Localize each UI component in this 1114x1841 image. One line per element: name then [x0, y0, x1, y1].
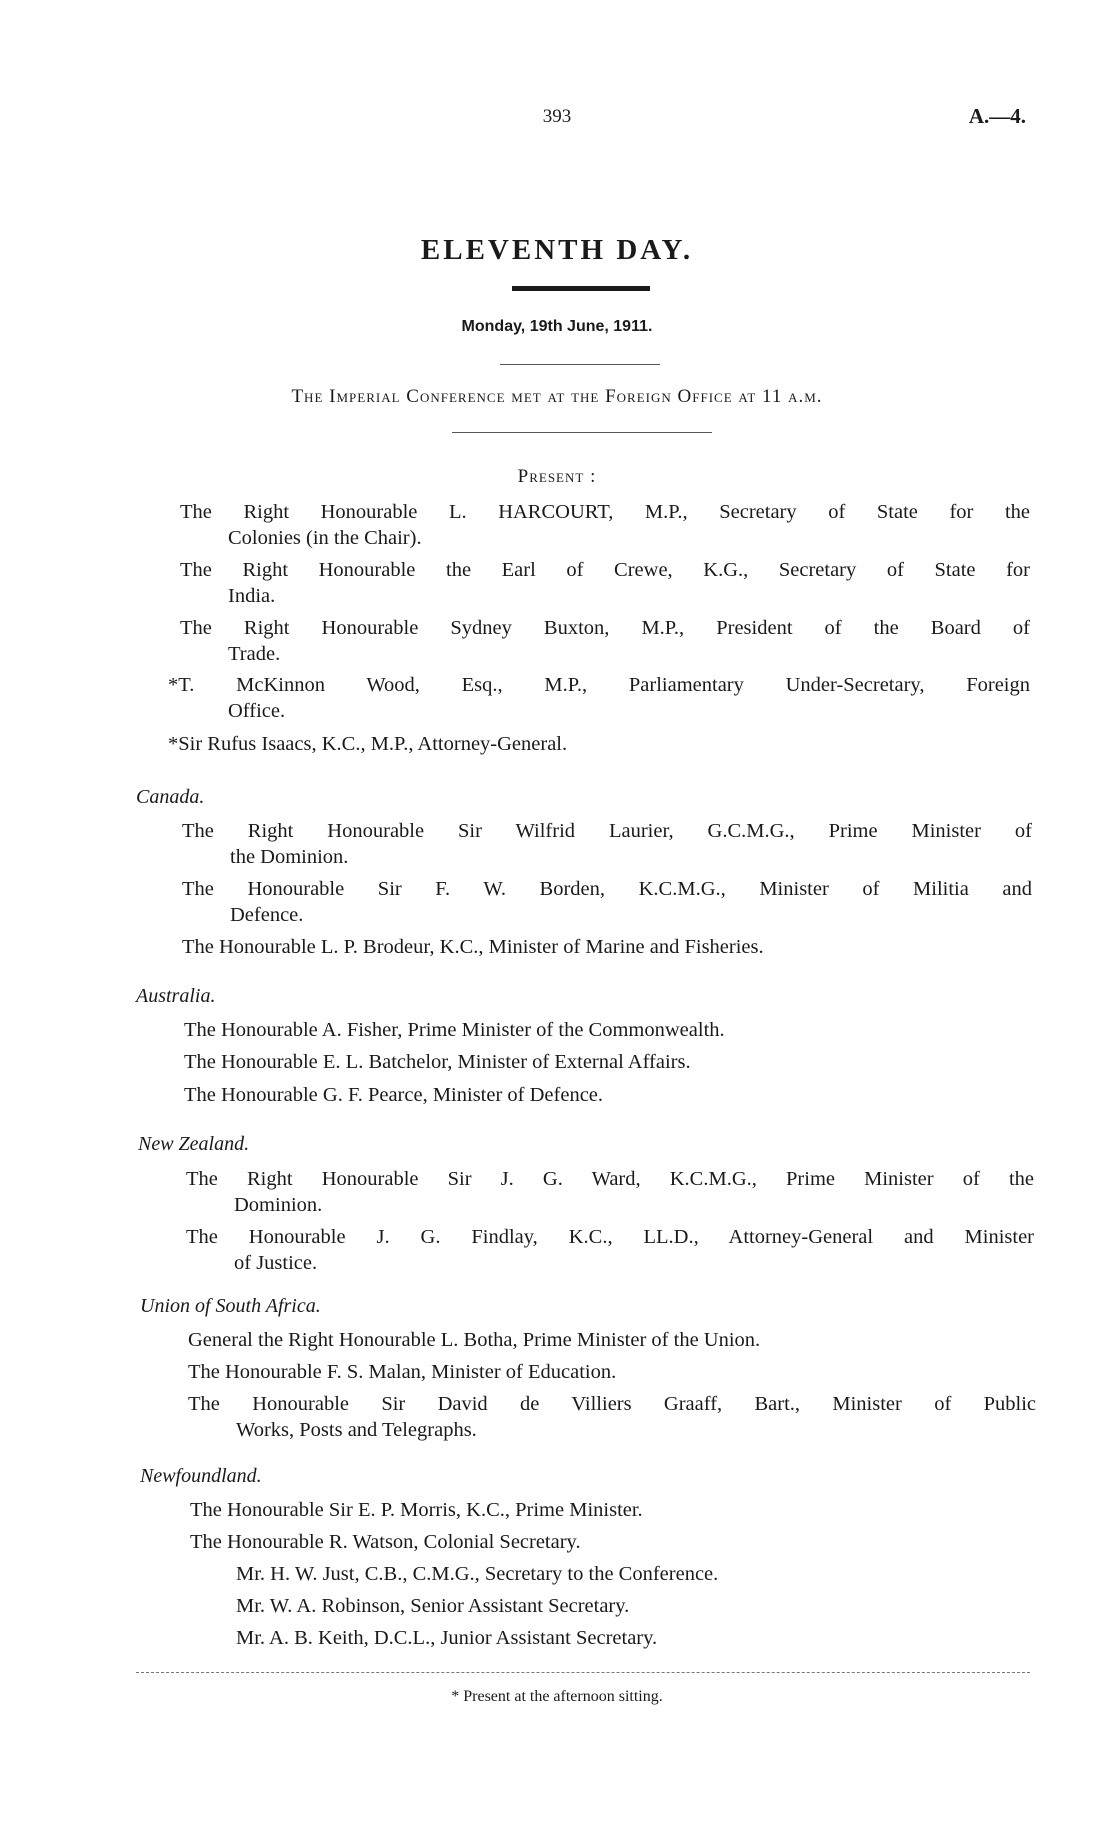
entry-line: The Honourable R. Watson, Colonial Secretary.	[190, 1531, 581, 1553]
member-entry	[184, 1082, 1034, 1108]
entry-continuation: Colonies (in the Chair).	[228, 527, 422, 549]
entry-line: The Honourable Sir E. P. Morris, K.C., Prime Minister.	[190, 1499, 643, 1521]
secretariat-entry	[236, 1593, 1036, 1619]
footnote-rule	[136, 1672, 1030, 1673]
entry-line: The Honourable Sir F. W. Borden, K.C.M.G., Minister of Militia and	[182, 878, 1032, 900]
entry-line: The Right Honourable Sir Wilfrid Laurier, G.C.M.G., Prime Minister of	[182, 820, 1032, 842]
present-entry	[180, 557, 1030, 609]
member-entry	[186, 1166, 1034, 1218]
member-entry	[186, 1224, 1034, 1276]
section-heading: New Zealand.	[138, 1133, 250, 1155]
present-entry	[180, 499, 1030, 551]
section-heading: Canada.	[136, 786, 205, 808]
divider-rule	[500, 364, 660, 365]
present-heading: Present :	[517, 466, 597, 487]
present-entry	[168, 672, 1030, 724]
entry-continuation: Dominion.	[234, 1194, 323, 1216]
title-rule	[512, 286, 650, 291]
divider-rule	[452, 432, 712, 433]
member-entry	[188, 1327, 1036, 1353]
meeting-date: Monday, 19th June, 1911.	[461, 318, 653, 335]
entry-line: The Honourable A. Fisher, Prime Minister of the Commonwealth.	[184, 1019, 725, 1041]
entry-continuation: India.	[228, 585, 276, 607]
entry-line: The Right Honourable Sydney Buxton, M.P., President of the Board of	[180, 617, 1030, 639]
present-entry	[180, 615, 1030, 667]
member-entry	[188, 1391, 1036, 1443]
page-number: 393	[542, 106, 572, 127]
member-entry	[182, 934, 1032, 960]
entry-line: Mr. H. W. Just, C.B., C.M.G., Secretary to the Conference.	[236, 1563, 719, 1585]
member-entry	[182, 876, 1032, 928]
section-heading: Union of South Africa.	[140, 1295, 321, 1317]
entry-line: The Honourable E. L. Batchelor, Minister of External Affairs.	[184, 1051, 691, 1073]
entry-continuation: the Dominion.	[230, 846, 349, 868]
footnote: * Present at the afternoon sitting.	[451, 1688, 663, 1705]
section-heading: Newfoundland.	[140, 1465, 262, 1487]
meeting-line: The Imperial Conference met at the Foreign Office at 11 a.m.	[291, 386, 823, 407]
entry-line: The Honourable G. F. Pearce, Minister of Defence.	[184, 1084, 604, 1106]
entry-line: Mr. A. B. Keith, D.C.L., Junior Assistant Secretary.	[236, 1627, 658, 1649]
member-entry	[190, 1497, 1036, 1523]
secretariat-entry	[236, 1561, 1036, 1587]
member-entry	[182, 818, 1032, 870]
entry-line: The Right Honourable the Earl of Crewe, K.G., Secretary of State for	[180, 559, 1030, 581]
paper-reference: A.—4.	[968, 104, 1026, 128]
entry-continuation: Trade.	[228, 643, 281, 665]
entry-line: General the Right Honourable L. Botha, Prime Minister of the Union.	[188, 1329, 761, 1351]
entry-line: The Right Honourable L. HARCOURT, M.P., Secretary of State for the	[180, 501, 1030, 523]
entry-line: Mr. W. A. Robinson, Senior Assistant Secretary.	[236, 1595, 630, 1617]
member-entry	[188, 1359, 1036, 1385]
entry-line: The Honourable F. S. Malan, Minister of Education.	[188, 1361, 617, 1383]
entry-continuation: of Justice.	[234, 1252, 318, 1274]
entry-line: *T. McKinnon Wood, Esq., M.P., Parliamentary Under-Secretary, Foreign	[168, 674, 1030, 696]
day-title: ELEVENTH DAY.	[420, 234, 694, 266]
member-entry	[184, 1049, 1034, 1075]
entry-line: The Right Honourable Sir J. G. Ward, K.C.M.G., Prime Minister of the	[186, 1168, 1034, 1190]
entry-line: The Honourable L. P. Brodeur, K.C., Minister of Marine and Fisheries.	[182, 936, 764, 958]
entry-line: The Honourable Sir David de Villiers Graaff, Bart., Minister of Public	[188, 1393, 1036, 1415]
present-entry	[168, 731, 1030, 757]
member-entry	[190, 1529, 1036, 1555]
entry-continuation: Defence.	[230, 904, 304, 926]
member-entry	[184, 1017, 1034, 1043]
secretariat-entry	[236, 1625, 1036, 1651]
entry-continuation: Office.	[228, 700, 286, 722]
entry-line: The Honourable J. G. Findlay, K.C., LL.D., Attorney-General and Minister	[186, 1226, 1034, 1248]
section-heading: Australia.	[136, 985, 216, 1007]
entry-continuation: Works, Posts and Telegraphs.	[236, 1419, 477, 1441]
entry-line: *Sir Rufus Isaacs, K.C., M.P., Attorney-General.	[168, 733, 568, 755]
